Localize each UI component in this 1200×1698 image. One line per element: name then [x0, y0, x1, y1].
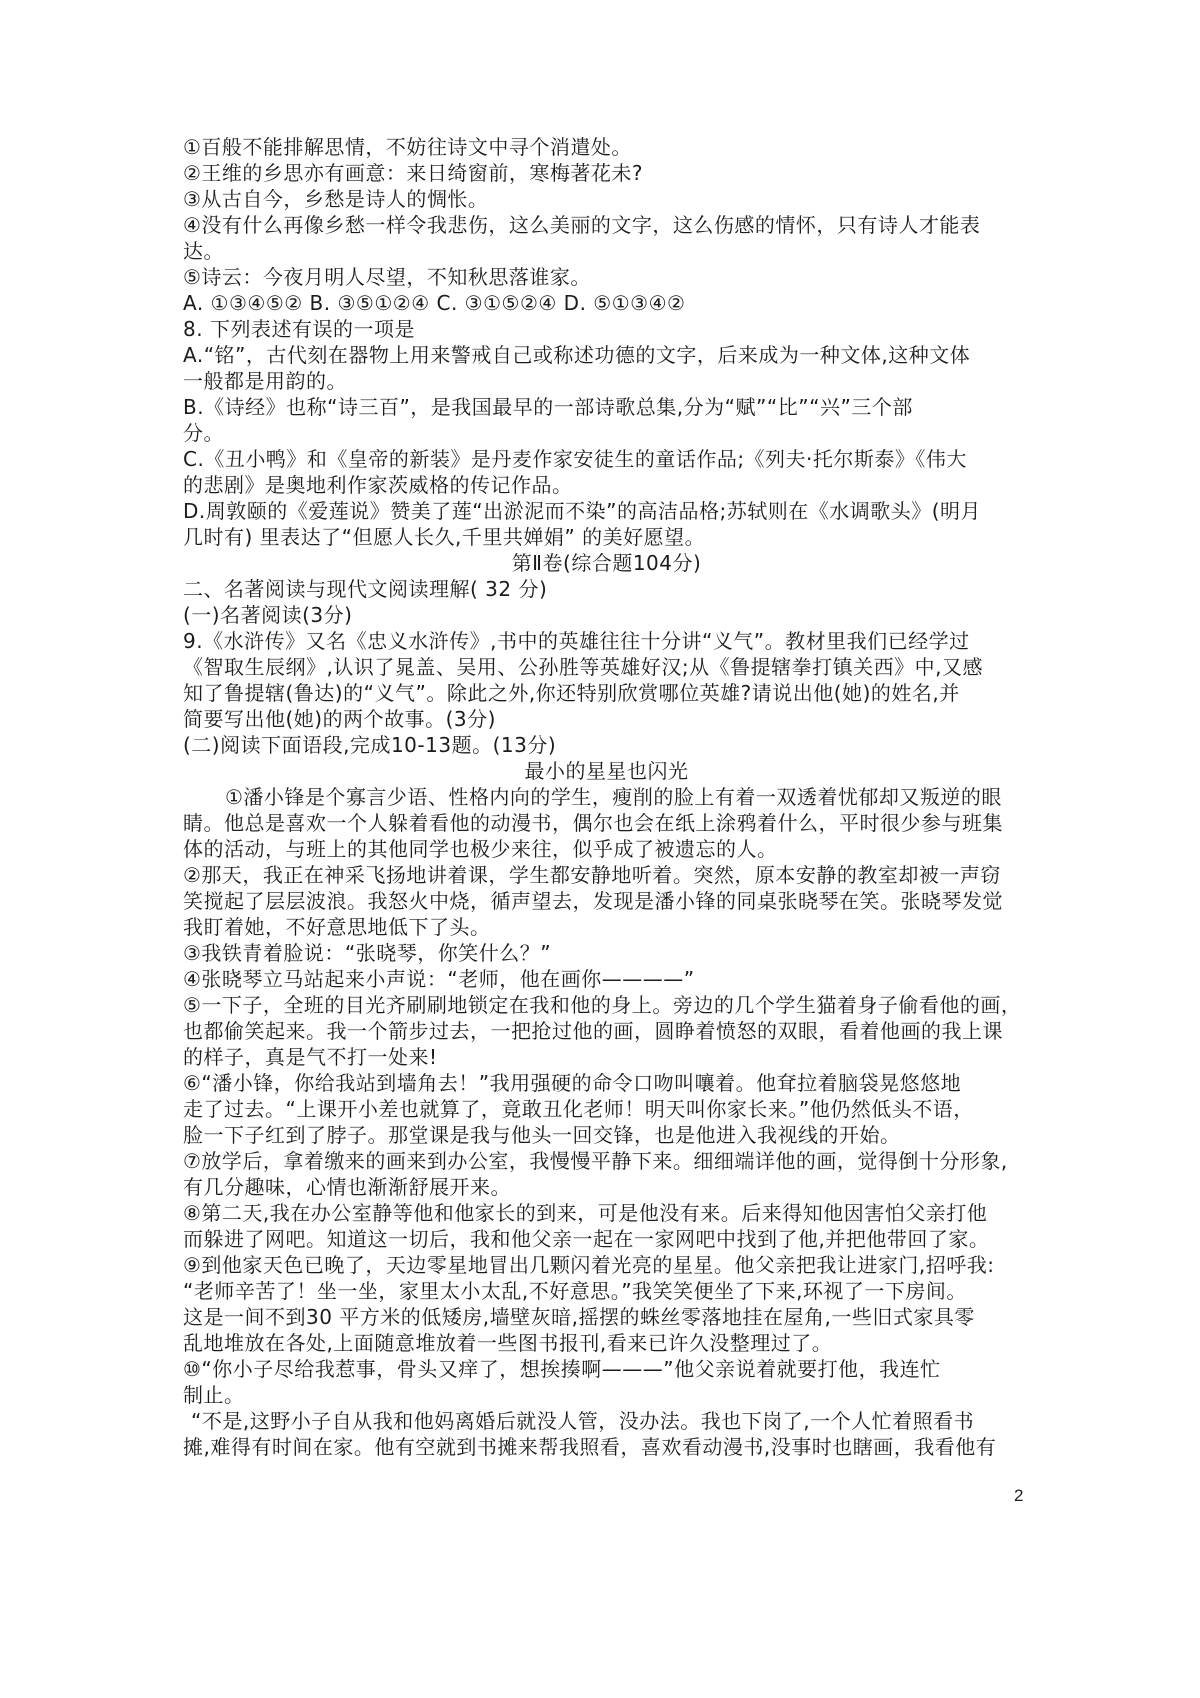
page-number: 2 [1014, 1486, 1024, 1505]
passage-title: 最小的星星也闪光 [524, 759, 689, 783]
passage-line: ⑤一下子，全班的目光齐刷刷地锁定在我和他的身上。旁边的几个学生猫着身子偷看他的画， [183, 993, 1022, 1017]
q7-choices: A. ①③④⑤② B. ③⑤①②④ C. ③①⑤②④ D. ⑤①③④② [183, 291, 686, 315]
passage-line: 体的活动，与班上的其他同学也极少来往，似乎成了被遗忘的人。 [183, 837, 778, 861]
sub2-heading: (二)阅读下面语段,完成10-13题。(13分) [183, 733, 557, 757]
q8-option-d-cont: 几时有) 里表达了“但愿人长久,千里共婵娟” 的美好愿望。 [183, 525, 706, 549]
passage-line: 制止。 [183, 1383, 245, 1407]
passage-line: ⑦放学后，拿着缴来的画来到办公室，我慢慢平静下来。细细端详他的画，觉得倒十分形象, [183, 1149, 1008, 1173]
q8-stem: 8. 下列表述有误的一项是 [183, 317, 415, 341]
section2-heading: 二、名著阅读与现代文阅读理解( 32 分) [183, 577, 548, 601]
q8-option-a-cont: 一般都是用韵的。 [183, 369, 347, 393]
passage-line: 也都偷笑起来。我一个箭步过去，一把抢过他的画，圆睁着愤怒的双眼，看着他画的我上课 [183, 1019, 1003, 1043]
ordering-item-1: ①百般不能排解思情，不妨往诗文中寻个消遣处。 [183, 135, 632, 159]
ordering-item-4: ④没有什么再像乡愁一样令我悲伤，这么美丽的文字，这么伤感的情怀，只有诗人才能表 [183, 213, 981, 237]
q9-line: 简要写出他(她)的两个故事。(3分) [183, 707, 496, 731]
q8-option-b-cont: 分。 [183, 421, 224, 445]
document-body [183, 134, 1043, 1460]
passage-line: 的样子，真是气不打一处来! [183, 1045, 438, 1069]
passage-line: 脸一下子红到了脖子。那堂课是我与他头一回交锋，也是他进入我视线的开始。 [183, 1123, 901, 1147]
passage-line: “老师辛苦了！坐一坐，家里太小太乱,不好意思。”我笑笑便坐了下来,环视了一下房间。 [183, 1279, 967, 1303]
ordering-item-2: ②王维的乡思亦有画意：来日绮窗前，寒梅著花未? [183, 161, 644, 185]
passage-line: 乱地堆放在各处,上面随意堆放着一些图书报刊,看来已许久没整理过了。 [183, 1331, 833, 1355]
passage-line: 走了过去。“上课开小差也就算了，竟敢丑化老师！明天叫你家长来。”他仍然低头不语， [183, 1097, 974, 1121]
passage-line: ③我铁青着脸说：“张晓琴，你笑什么？” [183, 941, 552, 965]
passage-line: “不是,这野小子自从我和他妈离婚后就没人管，没办法。我也下岗了,一个人忙着照看书 [191, 1409, 975, 1433]
part2-title: 第Ⅱ卷(综合题104分) [511, 551, 702, 575]
passage-line: ⑧第二天,我在办公室静等他和他家长的到来，可是他没有来。后来得知他因害怕父亲打他 [183, 1201, 988, 1225]
passage-line: ④张晓琴立马站起来小声说：“老师，他在画你————” [183, 967, 695, 991]
q8-option-d: D.周敦颐的《爱莲说》赞美了莲“出淤泥而不染”的高洁品格;苏轼则在《水调歌头》(明月 [183, 499, 982, 523]
q8-option-c: C.《丑小鸭》和《皇帝的新装》是丹麦作家安徒生的童话作品;《列夫·托尔斯泰》《伟大 [183, 447, 967, 471]
passage-line: 笑搅起了层层波浪。我怒火中烧，循声望去，发现是潘小锋的同桌张晓琴在笑。张晓琴发觉 [183, 889, 1003, 913]
q8-option-b: B.《诗经》也称“诗三百”，是我国最早的一部诗歌总集,分为“赋”“比”“兴”三个部 [183, 395, 913, 419]
sub1-heading: (一)名著阅读(3分) [183, 603, 353, 627]
q8-option-a: A.“铭”，古代刻在器物上用来警戒自己或称述功德的文字，后来成为一种文体,这种文体 [183, 343, 971, 367]
q8-option-c-cont: 的悲剧》是奥地利作家茨威格的传记作品。 [183, 473, 573, 497]
passage-line: ⑨到他家天色已晚了，天边零星地冒出几颗闪着光亮的星星。他父亲把我让进家门,招呼我: [183, 1253, 995, 1277]
passage-line: 摊,难得有时间在家。他有空就到书摊来帮我照看，喜欢看动漫书,没事时也瞎画，我看他有 [183, 1435, 997, 1459]
passage-line: ①潘小锋是个寡言少语、性格内向的学生，瘦削的脸上有着一双透着忧郁却又叛逆的眼 [225, 785, 1002, 809]
passage-line: 而躲进了网吧。知道这一切后，我和他父亲一起在一家网吧中找到了他,并把他带回了家。 [183, 1227, 990, 1251]
passage-line: ⑩“你小子尽给我惹事，骨头又痒了，想挨揍啊———”他父亲说着就要打他，我连忙 [183, 1357, 941, 1381]
passage-line: ⑥“潘小锋，你给我站到墙角去！”我用强硬的命令口吻叫嚷着。他耷拉着脑袋晃悠悠地 [183, 1071, 962, 1095]
ordering-item-4-cont: 达。 [183, 239, 224, 263]
ordering-item-5: ⑤诗云：今夜月明人尽望，不知秋思落谁家。 [183, 265, 591, 289]
passage-line: 我盯着她，不好意思地低下了头。 [183, 915, 491, 939]
ordering-item-3: ③从古自今，乡愁是诗人的惆怅。 [183, 187, 489, 211]
passage-line: ②那天，我正在神采飞扬地讲着课，学生都安静地听着。突然，原本安静的教室却被一声窃 [183, 863, 1001, 887]
q9-line: 《智取生辰纲》,认识了晁盖、吴用、公孙胜等英雄好汉;从《鲁提辖拳打镇关西》中,又感 [183, 655, 983, 679]
q9-line: 9.《水浒传》又名《忠义水浒传》,书中的英雄往往十分讲“义气”。教材里我们已经学过 [183, 629, 970, 653]
passage-line: 这是一间不到30 平方米的低矮房,墙壁灰暗,摇摆的蛛丝零落地挂在屋角,一些旧式家具零 [183, 1305, 975, 1329]
passage-line: 有几分趣味，心情也渐渐舒展开来。 [183, 1175, 511, 1199]
q9-line: 知了鲁提辖(鲁达)的“义气”。除此之外,你还特别欣赏哪位英雄?请说出他(她)的姓名,并 [183, 681, 960, 705]
passage-line: 睛。他总是喜欢一个人躲着看他的动漫书，偶尔也会在纸上涂鸦着什么，平时很少参与班集 [183, 811, 1003, 835]
